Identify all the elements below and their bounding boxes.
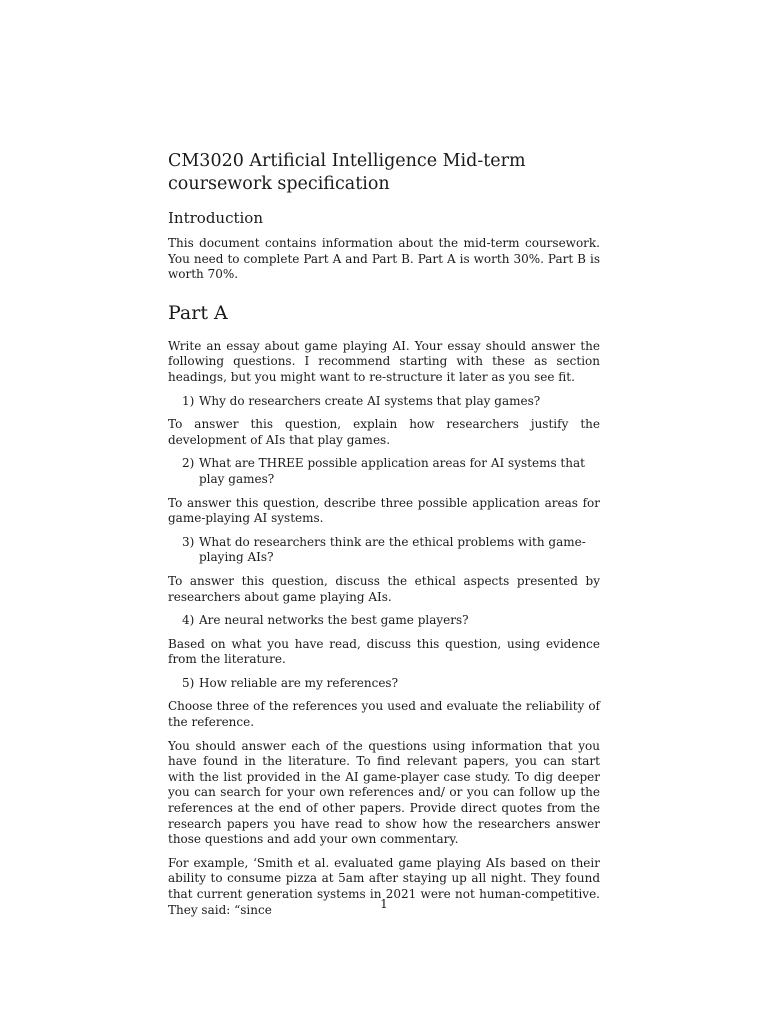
document-page [168,150,600,926]
question-4-answer-guidance: Based on what you have read, discuss this question, using evidence from the literature. [168,636,600,667]
question-2 [182,456,600,487]
research-guidance-paragraph: You should answer each of the questions using information that you have found in the literature. To find relevant papers, you can start with the list provided in the AI game-player case study. To dig deeper you can search for your own references and/ or you can follow up the references at the end of other papers. Provide direct quotes from the research papers you have read to show how the researchers answer those questions and add your own commentary. [168,738,600,847]
part-a-lead-paragraph: Write an essay about game playing AI. Your essay should answer the following questions. I recommend starting with these as section headings, but you might want to re-structure it later as you see fit. [168,338,600,384]
page-number: 1 [380,897,388,911]
introduction-paragraph: This document contains information about the mid-term coursework. You need to complete Part A and Part B. Part A is worth 30%. Part B is worth 70%. [168,236,600,282]
example-paragraph: For example, ‘Smith et al. evaluated game playing AIs based on their ability to consume pizza at 5am after staying up all night. They found that current generation systems in 2021 were not human-competitive. They said: “since [168,855,600,917]
introduction-heading: Introduction [168,209,263,227]
question-3-number: 3) [182,534,195,549]
question-1-number: 1) [182,393,195,408]
question-5-number: 5) [182,675,195,690]
question-3-answer-guidance: To answer this question, discuss the ethical aspects presented by researchers about game playing AIs. [168,573,600,604]
part-a-heading: Part A [168,301,228,324]
question-5-answer-guidance: Choose three of the references you used and evaluate the reliability of the reference. [168,699,600,730]
question-2-number: 2) [182,456,195,471]
question-5-text: How reliable are my references? [199,675,399,690]
question-4-number: 4) [182,613,195,628]
question-5 [182,676,600,692]
question-3-text: What do researchers think are the ethical problems with game-playing AIs? [199,534,586,565]
question-2-answer-guidance: To answer this question, describe three possible application areas for game-playing AI systems. [168,495,600,526]
question-1 [182,394,600,410]
question-1-answer-guidance: To answer this question, explain how researchers justify the development of AIs that play games. [168,417,600,447]
question-2-text: What are THREE possible application areas for AI systems that play games? [199,456,585,486]
question-4 [182,613,600,629]
question-3 [182,535,600,566]
document-title: CM3020 Artificial Intelligence Mid-term coursework specification [168,151,526,194]
question-1-text: Why do researchers create AI systems that play games? [199,393,541,408]
question-4-text: Are neural networks the best game players? [199,613,469,628]
